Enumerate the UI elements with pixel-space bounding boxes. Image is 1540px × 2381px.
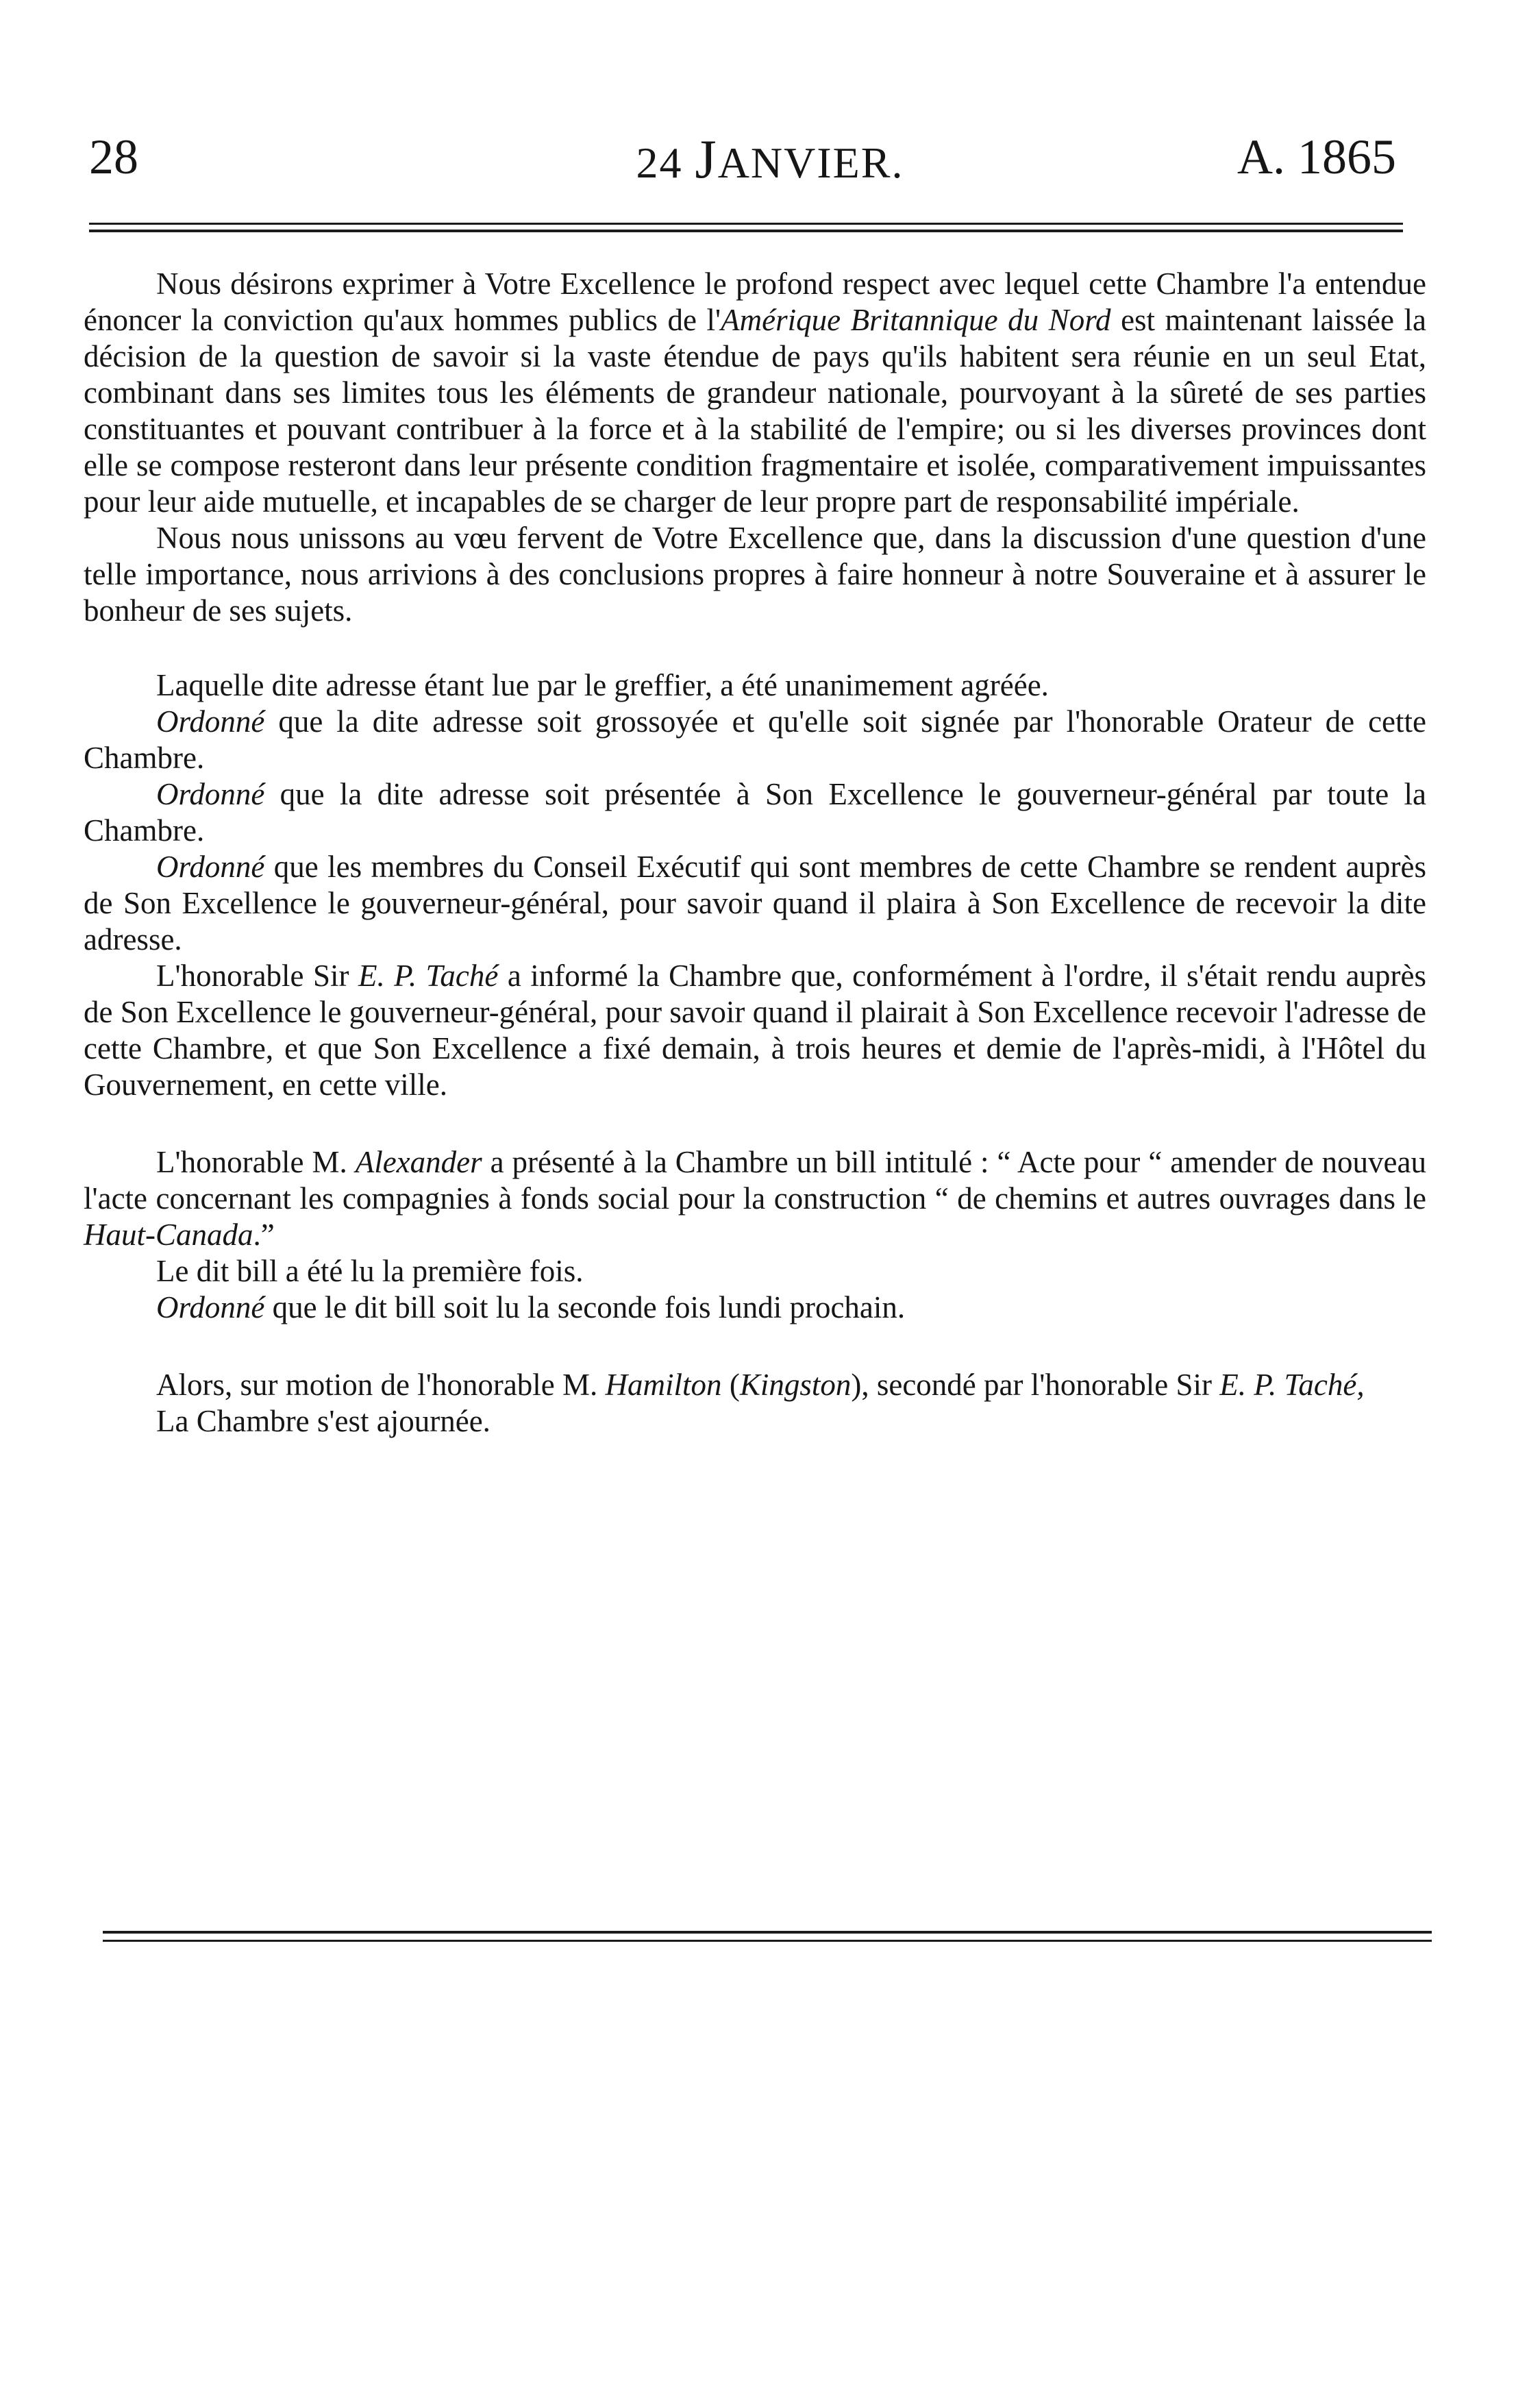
page-number: 28 [89, 129, 138, 184]
running-head-date: 24 JANVIER. [636, 129, 904, 190]
paragraph-order-4: Ordonné que le dit bill soit lu la seconde fois lundi prochain. [156, 1290, 906, 1324]
paragraph-address-1: Nous désirons exprimer à Votre Excellence le profond respect avec lequel cette Chambre l'a entendue énoncer la conviction qu'aux hommes publics de l'Amérique Britannique du Nord est maintenant laissée la décision de la question de savoir si la vaste étendue de pays qu'ils habitent sera réunie en un seul Etat, combinant dans ses limites tous les éléments de grandeur nationale, pourvoyant à la sûreté de ses parties constituantes et pouvant contribuer à la force et à la stabilité de l'empire; ou si les diverses provinces dont elle se compose resteront dans leur présente condition fragmentaire et isolée, comparativement impuissantes pour leur aide mutuelle, et incapables de se charger de leur propre part de responsabilité impériale. [84, 267, 1426, 519]
paragraph-bill: L'honorable M. Alexander a présenté à la Chambre un bill intitulé : “ Acte pour “ amender de nouveau l'acte concernant les compagnies à fonds social pour la construction “ de chemins et autres ouvrages dans le Haut-Canada.” [84, 1145, 1426, 1252]
paragraph-adopted: Laquelle dite adresse étant lue par le greffier, a été unanimement agréée. [156, 668, 1049, 702]
session-year: A. 1865 [1237, 129, 1396, 184]
paragraph-adjourned: La Chambre s'est ajournée. [156, 1404, 490, 1438]
paragraph-order-1: Ordonné que la dite adresse soit grossoyée et qu'elle soit signée par l'honorable Orateur de cette Chambre. [84, 704, 1426, 775]
document-body [84, 266, 1426, 1440]
paragraph-first-reading: Le dit bill a été lu la première fois. [156, 1254, 584, 1288]
page-header [0, 129, 1540, 190]
paragraph-motion: Alors, sur motion de l'honorable M. Hamilton (Kingston), secondé par l'honorable Sir E. P. Taché, [156, 1368, 1365, 1402]
paragraph-address-2: Nous nous unissons au vœu fervent de Votre Excellence que, dans la discussion d'une question d'une telle importance, nous arrivions à des conclusions propres à faire honneur à notre Souveraine et à assurer le bonheur de ses sujets. [84, 521, 1426, 628]
paragraph-order-3: Ordonné que les membres du Conseil Exécutif qui sont membres de cette Chambre se rendent auprès de Son Excellence le gouverneur-général, pour savoir quand il plaira à Son Excellence de recevoir la dite adresse. [84, 850, 1426, 957]
header-double-rule [89, 223, 1403, 232]
paragraph-order-2: Ordonné que la dite adresse soit présentée à Son Excellence le gouverneur-général par toute la Chambre. [84, 777, 1426, 848]
footer-double-rule [103, 1931, 1432, 1942]
paragraph-tache-report: L'honorable Sir E. P. Taché a informé la Chambre que, conformément à l'ordre, il s'était rendu auprès de Son Excellence le gouverneur-général, pour savoir quand il plairait à Son Excellence recevoir l'adresse de cette Chambre, et que Son Excellence a fixé demain, à trois heures et demie de l'après-midi, à l'Hôtel du Gouvernement, en cette ville. [84, 959, 1426, 1102]
